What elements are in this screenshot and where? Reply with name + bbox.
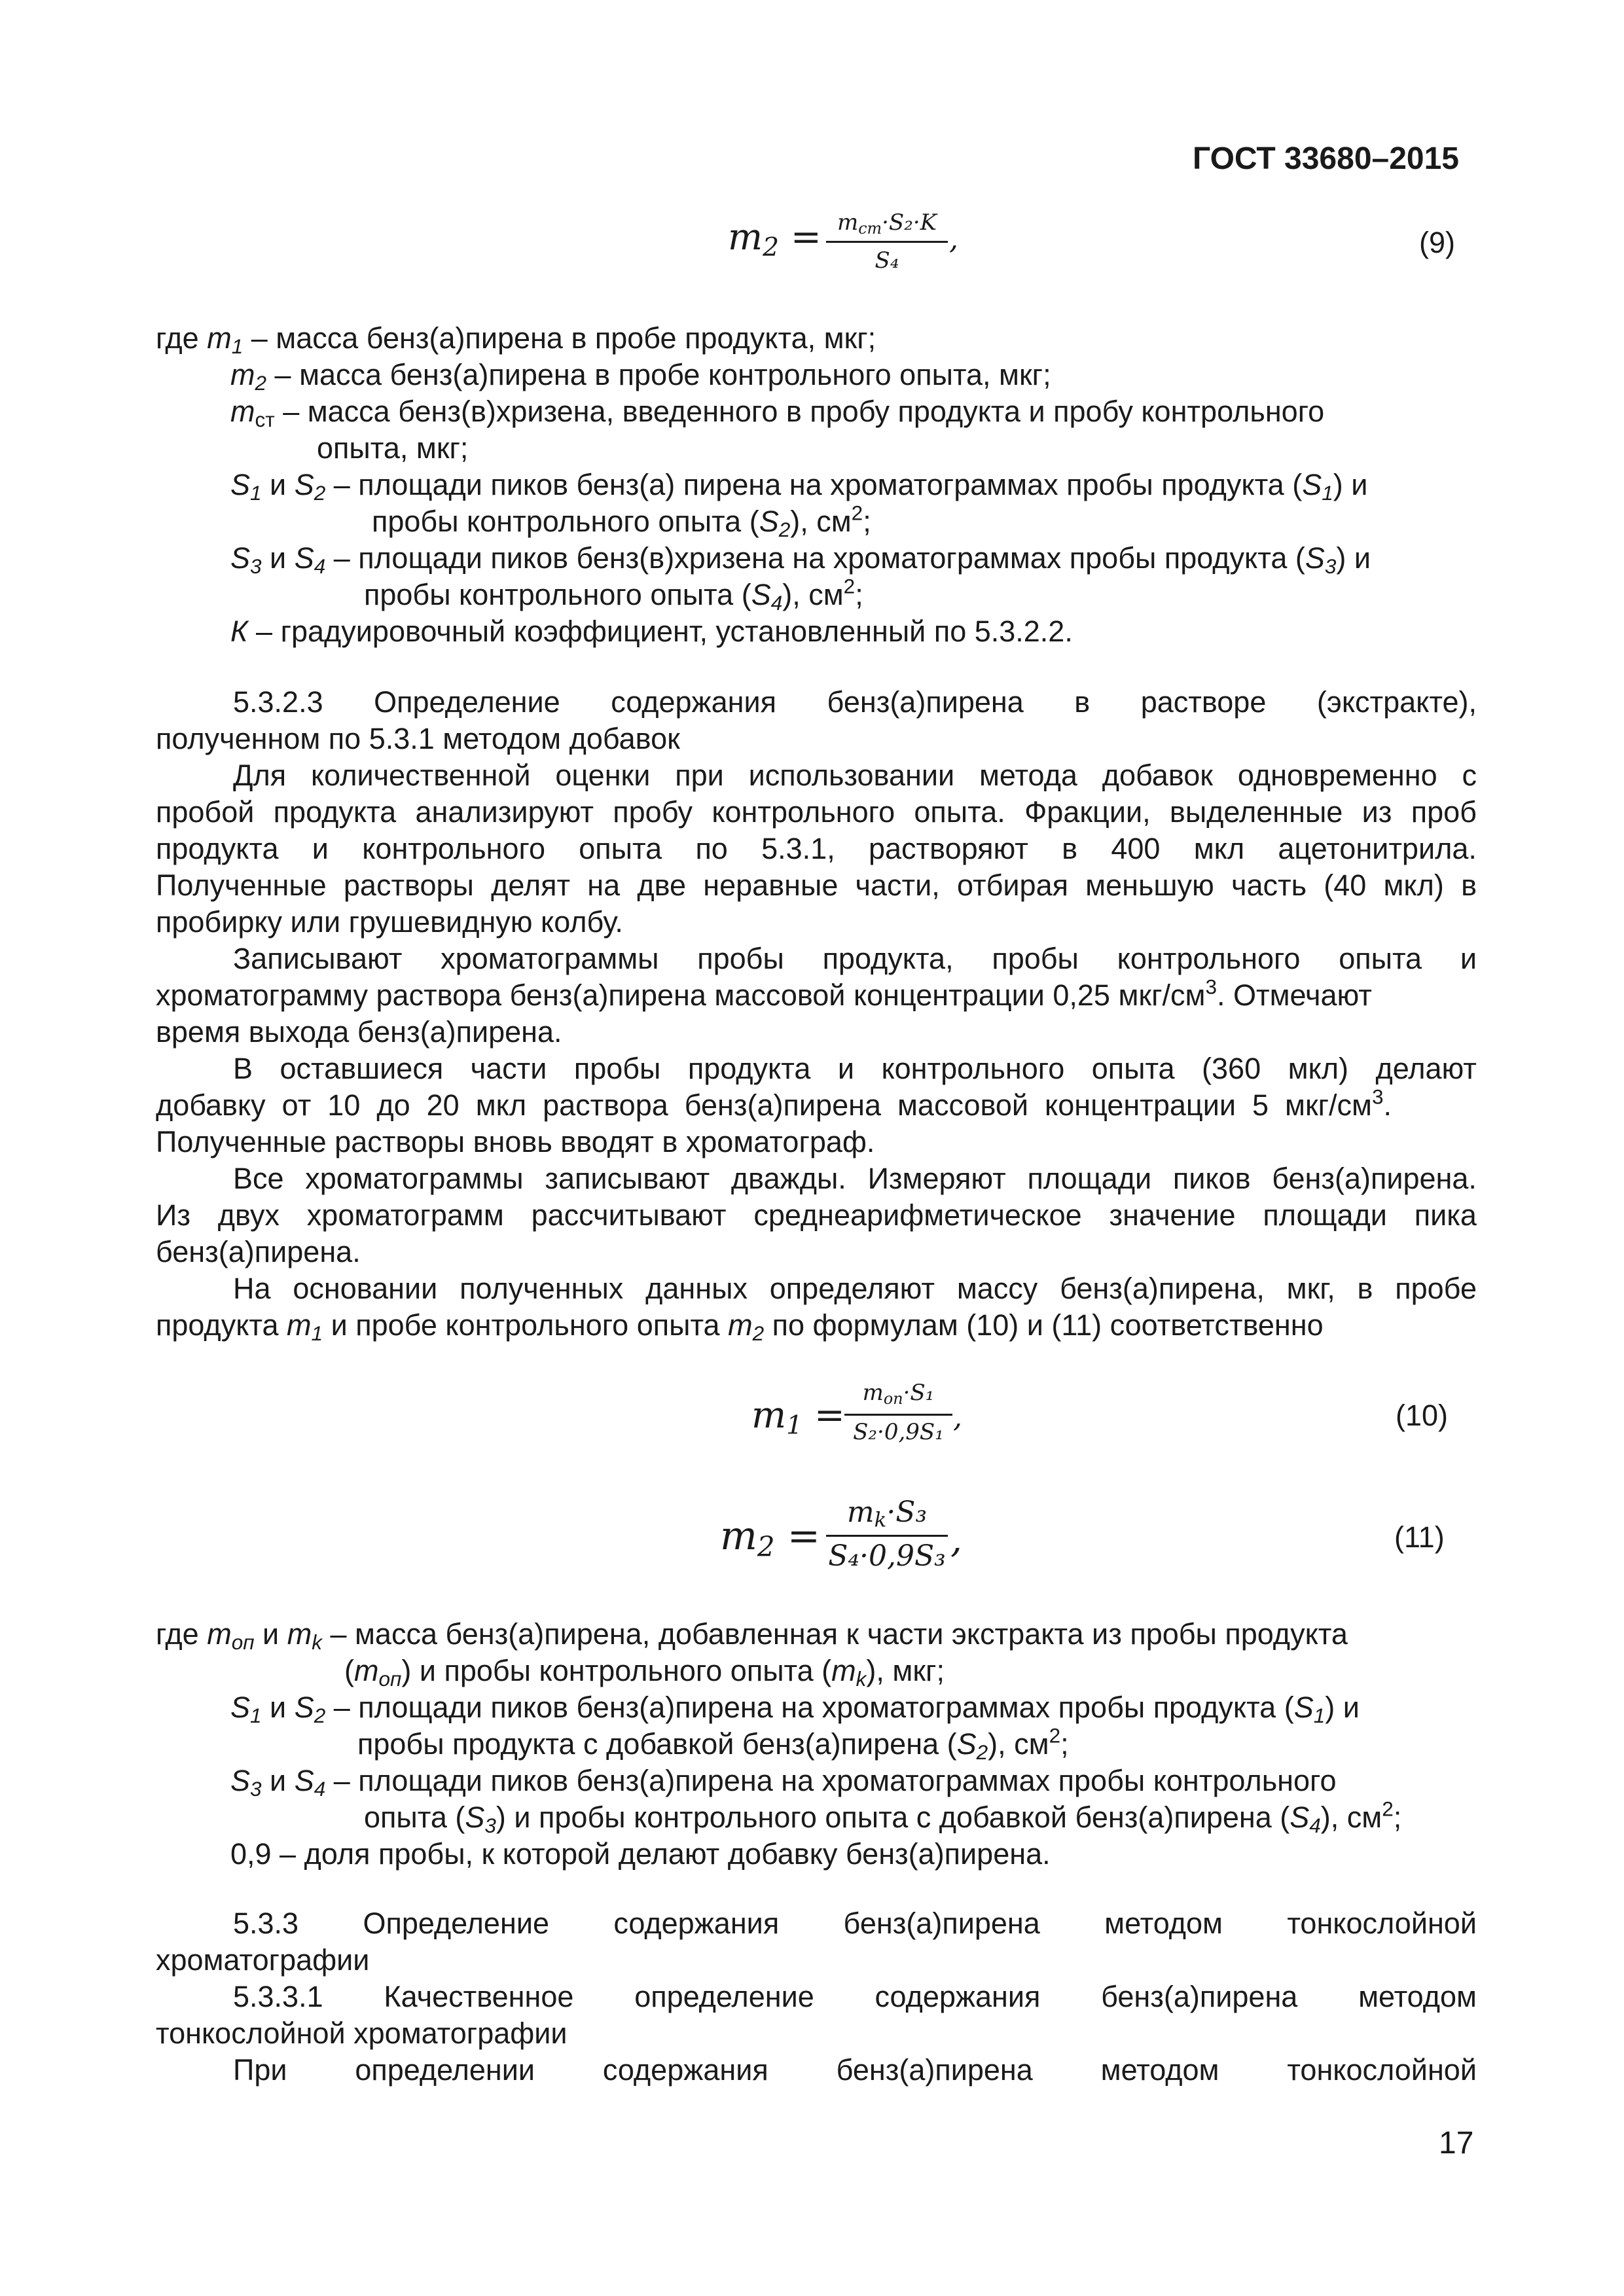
eq9-denominator: S₄ xyxy=(875,247,899,274)
legend2-line-2: $S_1$ и $S_2$ – площади пиков бенз(а)пирена на хроматограммах пробы продукта $(S_1)$ и xyxy=(230,1691,1360,1727)
legend1-line-2: $m_2$ – масса бенз(а)пирена в пробе контрольного опыта, мкг; xyxy=(230,358,1051,395)
legend2-line-1-cont: $(m_{оп})$ и пробы контрольного опыта $(m_k)$, мкг; xyxy=(344,1654,945,1691)
eq11-numerator: $m_k\cdot S_3$ xyxy=(846,1496,928,1532)
para1-line-4: Полученные растворы делят на две неравные части, отбирая меньшую часть (40 мкл) в xyxy=(156,869,1477,902)
legend1-line-5: $S_3$ и $S_4$ – площади пиков бенз(в)хризена на хроматограммах пробы продукта $(S_3)$ и xyxy=(230,541,1371,578)
eq10-fraction-bar xyxy=(844,1414,952,1416)
legend1-line-4: $S_1$ и $S_2$ – площади пиков бенз(а) пирена на хроматограммах пробы продукта $(S_1)$ и xyxy=(230,468,1368,505)
legend2-line-2-cont: пробы продукта с добавкой бенз(а)пирена $(S_2)$, $см^2$; xyxy=(357,1723,1069,1764)
para5-line-1: На основании полученных данных определяют массу бенз(а)пирена, мкг, в пробе xyxy=(233,1272,1477,1305)
legend2-line-3-cont: опыта $(S_3)$ и пробы контрольного опыта с добавкой бенз(а)пирена $(S_4)$, $см^2$; xyxy=(364,1797,1402,1837)
eq10-denominator: S₂·0,9S₁ xyxy=(853,1419,944,1445)
legend1-line-1: где $m_1$ – масса бенз(а)пирена в пробе продукта, мкг; xyxy=(156,321,876,358)
section-5-3-3-heading-line-1: 5.3.3 Определение содержания бенз(а)пирена методом тонкослойной xyxy=(233,1907,1477,1940)
legend2-line-1: где $m_{оп}$ и $m_k$ – масса бенз(а)пирена, добавленная к части экстракта из пробы продукта xyxy=(156,1617,1348,1654)
legend1-line-3: $m_{ст}$ – масса бенз(в)хризена, введенного в пробу продукта и пробу контрольного xyxy=(230,395,1325,431)
document-id: ГОСТ 33680–2015 xyxy=(1193,141,1459,176)
eq11-number: (11) xyxy=(1394,1520,1445,1554)
para1-line-3: продукта и контрольного опыта по 5.3.1, растворяют в 400 мкл ацетонитрила. xyxy=(156,832,1477,865)
eq9-numerator: $m_{ст}\cdot S_2\cdot K$ xyxy=(837,209,937,238)
para4-line-2: Из двух хроматограмм рассчитывают среднеарифметическое значение площади пика xyxy=(156,1198,1477,1232)
legend1-line-6: К – градуировочный коэффициент, установленный по 5.3.2.2. xyxy=(230,615,1073,648)
legend1-line-5-cont: пробы контрольного опыта $(S_4)$, $см^2$; xyxy=(364,574,863,615)
eq11-fraction-bar xyxy=(826,1535,948,1537)
eq10-lhs: $m_1$ = xyxy=(751,1394,845,1441)
eq11-lhs: $m_2$ = xyxy=(720,1513,820,1563)
para1-line-2: пробой продукта анализируют пробу контрольного опыта. Фракции, выделенные из проб xyxy=(156,795,1477,829)
eq10-numerator: $m_{оп}\cdot S_1$ xyxy=(862,1380,935,1408)
eq10-comma: , xyxy=(953,1401,962,1434)
eq9-number: (9) xyxy=(1419,226,1455,259)
legend2-line-3: $S_3$ и $S_4$ – площади пиков бенз(а)пирена на хроматограммах пробы контрольного xyxy=(230,1764,1337,1801)
section-5-3-2-3-heading-line-2: полученном по 5.3.1 методом добавок xyxy=(156,722,680,755)
para1-line-1: Для количественной оценки при использовании метода добавок одновременно с xyxy=(233,759,1477,792)
eq9-fraction-bar xyxy=(826,241,948,243)
para1-line-5: пробирку или грушевидную колбу. xyxy=(156,905,623,939)
eq9-comma: , xyxy=(949,223,958,256)
para2-line-1: Записывают хроматограммы пробы продукта, пробы контрольного опыта и xyxy=(233,942,1477,975)
eq11-denominator: S₄·0,9S₃ xyxy=(828,1539,946,1573)
legend2-line-4: 0,9 – доля пробы, к которой делают добавку бенз(а)пирена. xyxy=(230,1837,1051,1871)
para6-line-1: При определении содержания бенз(а)пирена методом тонкослойной xyxy=(233,2053,1477,2087)
eq9-lhs: $m_2$ = xyxy=(728,216,821,262)
para3-line-1: В оставшиеся части пробы продукта и контрольного опыта (360 мкл) делают xyxy=(233,1052,1477,1085)
legend1-line-4-cont: пробы контрольного опыта $(S_2)$, $см^2$; xyxy=(372,501,871,541)
para4-line-3: бенз(а)пирена. xyxy=(156,1235,361,1268)
page-number: 17 xyxy=(1439,2126,1474,2161)
eq11-comma: , xyxy=(950,1518,962,1561)
para3-line-3: Полученные растворы вновь вводят в хроматограф. xyxy=(156,1125,875,1158)
section-5-3-3-1-heading-line-1: 5.3.3.1 Качественное определение содержания бенз(а)пирена методом xyxy=(233,1980,1477,2013)
para5-line-2: продукта $m_1$ и пробе контрольного опыта $m_2$ по формулам (10) и (11) соответственно xyxy=(156,1308,1324,1345)
para3-line-2: добавку от 10 до 20 мкл раствора бенз(а)пирена массовой концентрации 5 мкг/$см^3$. xyxy=(156,1085,1392,1122)
section-5-3-2-3-heading-line-1: 5.3.2.3 Определение содержания бенз(а)пирена в растворе (экстракте), xyxy=(233,685,1477,719)
eq10-number: (10) xyxy=(1396,1399,1449,1432)
para2-line-2: хроматограмму раствора бенз(а)пирена массовой концентрации 0,25 мкг/$см^3$. Отмечают xyxy=(156,975,1372,1012)
para4-line-1: Все хроматограммы записывают дважды. Измеряют площади пиков бенз(а)пирена. xyxy=(233,1162,1477,1195)
section-5-3-3-1-heading-line-2: тонкослойной хроматографии xyxy=(156,2017,568,2050)
legend1-line-3-cont: опыта, мкг; xyxy=(317,431,469,465)
para2-line-3: время выхода бенз(а)пирена. xyxy=(156,1015,562,1049)
section-5-3-3-heading-line-2: хроматографии xyxy=(156,1943,370,1977)
